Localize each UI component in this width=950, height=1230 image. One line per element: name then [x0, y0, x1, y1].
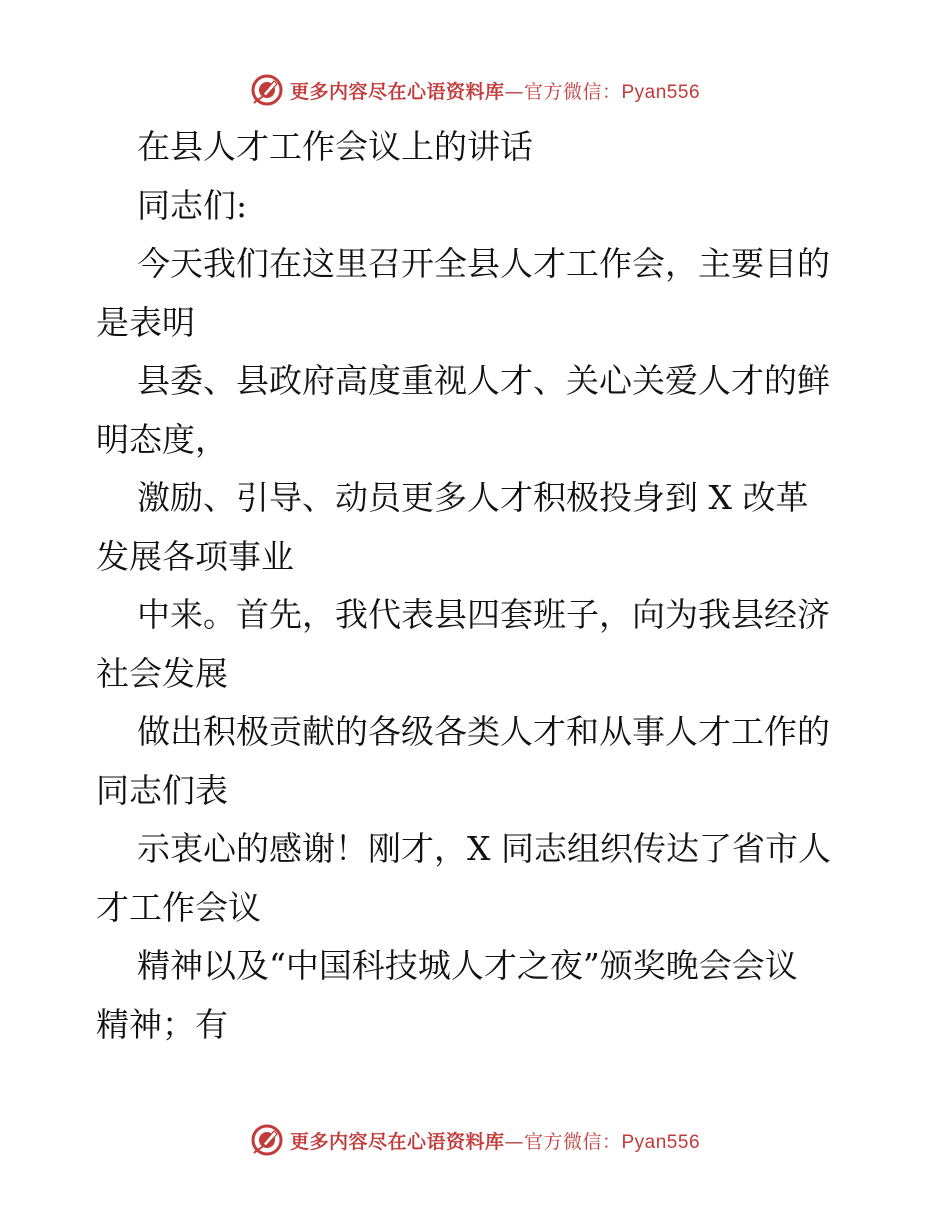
paragraph-line: 明态度， — [96, 419, 228, 459]
footer-banner-text — [290, 1127, 700, 1154]
footer-banner-wechat-label: 官方微信： — [523, 1130, 622, 1153]
pen-nib-logo-icon — [250, 73, 284, 107]
header-banner-title: 更多内容尽在心语资料库 — [289, 80, 505, 103]
footer-banner-separator: — — [504, 1130, 524, 1153]
footer-banner-wechat-id: Pyan556 — [621, 1131, 701, 1153]
paragraph-line: 发展各项事业 — [96, 536, 294, 576]
header-banner-separator: — — [504, 80, 524, 103]
document-title: 在县人才工作会议上的讲话 — [137, 127, 533, 166]
paragraph-line: 才工作会议 — [96, 887, 261, 927]
paragraph-line: 精神；有 — [96, 1004, 228, 1044]
footer-banner-title: 更多内容尽在心语资料库 — [289, 1130, 505, 1153]
header-banner — [0, 70, 950, 110]
header-banner-wechat-label: 官方微信： — [523, 80, 622, 103]
header-banner-wechat-id: Pyan556 — [621, 81, 701, 103]
document-body — [96, 118, 856, 1054]
paragraph-line: 示衷心的感谢！刚才，X 同志组织传达了省市人 — [137, 829, 831, 868]
salutation: 同志们: — [137, 185, 248, 225]
paragraph-line: 做出积极贡献的各级各类人才和从事人才工作的 — [137, 712, 830, 751]
footer-banner — [0, 1120, 950, 1160]
paragraph-line: 社会发展 — [96, 653, 228, 693]
paragraph-line: 激励、引导、动员更多人才积极投身到 X 改革 — [137, 478, 809, 517]
header-banner-text — [290, 77, 700, 104]
paragraph-line: 是表明 — [96, 302, 195, 342]
paragraph-line: 中来。首先，我代表县四套班子，向为我县经济 — [137, 595, 830, 634]
paragraph-line: 精神以及“中国科技城人才之夜”颁奖晚会会议 — [137, 946, 798, 985]
paragraph-line: 县委、县政府高度重视人才、关心关爱人才的鲜 — [137, 361, 830, 400]
paragraph-line: 同志们表 — [96, 770, 228, 810]
pen-nib-logo-icon — [250, 1123, 284, 1157]
paragraph-line: 今天我们在这里召开全县人才工作会，主要目的 — [137, 244, 830, 283]
